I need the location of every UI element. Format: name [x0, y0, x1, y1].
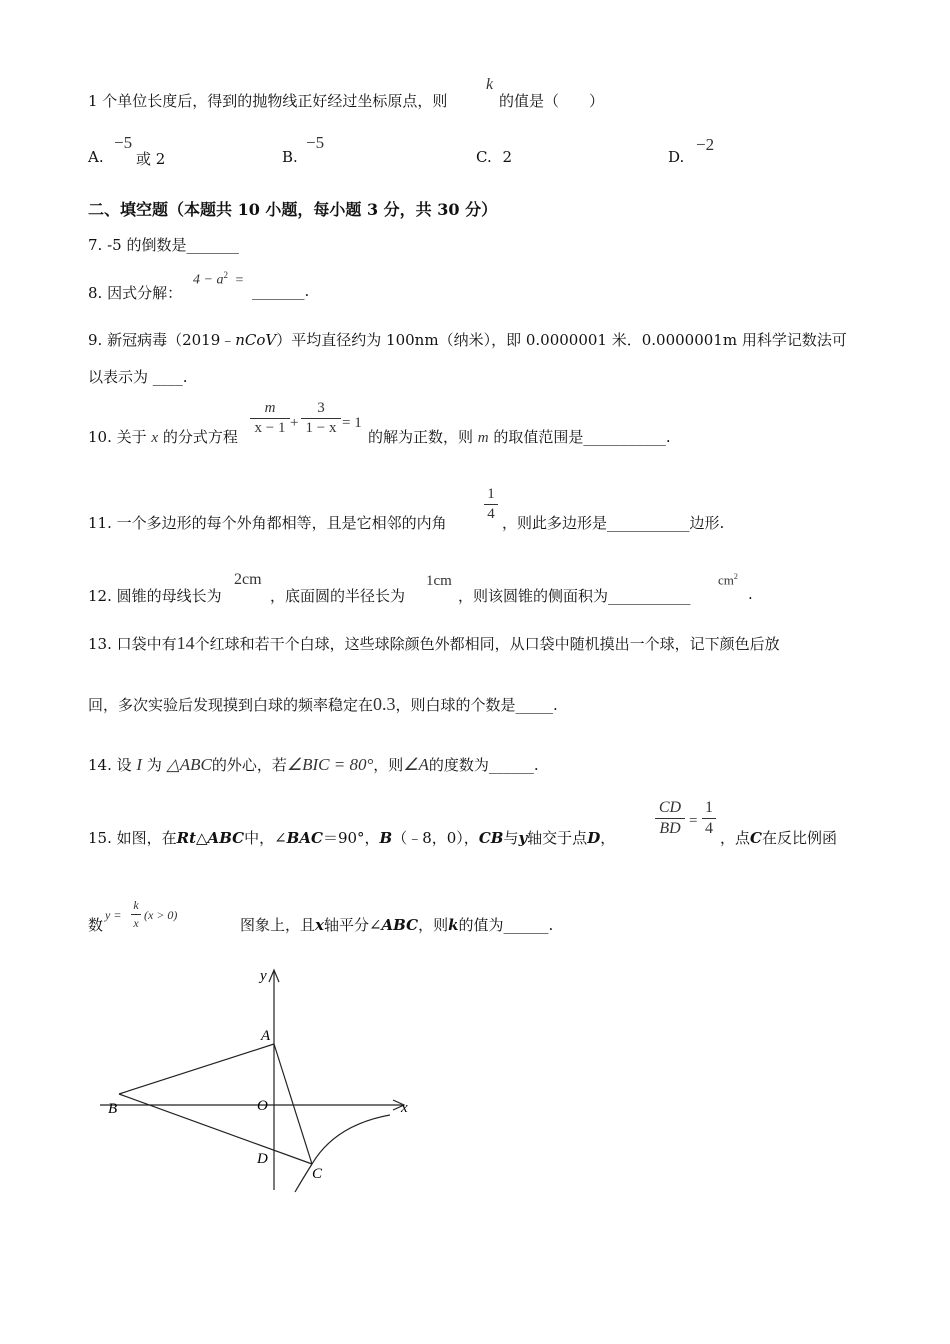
q11-f-den: 4: [487, 506, 495, 522]
q15-f-den: BD: [659, 820, 681, 837]
q15-line1-end: [720, 827, 837, 848]
label-y: y: [260, 968, 267, 984]
q13-line2-pre: 回，多次实验后发现摸到白球的频率稳定在: [88, 696, 374, 714]
q15-line1: [88, 827, 615, 848]
q15-coords: （﹣8，0），: [392, 829, 479, 847]
q15-frac1: [655, 799, 685, 838]
q9-line2: 以表示为 ____.: [88, 368, 188, 386]
q15-x: x: [315, 916, 324, 934]
q8-blank: _______.: [252, 282, 310, 300]
q10-plus: +: [290, 415, 299, 431]
q11-frac: [484, 486, 498, 523]
section-title: 二、填空题（本题共 10 小题，每小题 3 分，共 30 分）: [88, 200, 498, 219]
q10-mid: 的分式方程: [162, 428, 238, 446]
q15-post1: ，点: [720, 829, 751, 847]
q6-option-d[interactable]: [668, 148, 684, 166]
q15-f2-den: 4: [705, 820, 713, 837]
option-text: 2: [502, 148, 513, 166]
q6-var-k: k: [486, 76, 494, 93]
q10-f1-den: x − 1: [254, 420, 286, 436]
q15-comma: ，: [600, 829, 616, 847]
q11-pre: 11. 一个多边形的每个外角都相等，且是它相邻的内角: [88, 514, 447, 532]
q10-frac1: [250, 400, 290, 437]
q15-line2-mid2: 轴平分∠: [323, 916, 382, 934]
q6-option-c[interactable]: [476, 148, 512, 166]
q15-fn-num: k: [133, 898, 139, 912]
q14-mid1: 为: [146, 756, 162, 774]
q15-f-num: CD: [658, 799, 682, 816]
q15-fn-cond: (x > 0): [144, 908, 178, 922]
label-x: x: [401, 1100, 408, 1116]
q7: 7. -5 的倒数是_______: [88, 236, 239, 254]
segment-ba: [119, 1044, 274, 1094]
q15-fn-frac: [131, 898, 141, 931]
q6-option-a-text: 或 2: [136, 150, 166, 168]
q15-mid4: 轴交于点: [527, 829, 588, 847]
label-b: B: [108, 1101, 118, 1117]
q14-i: I: [136, 755, 143, 774]
label-o: O: [257, 1098, 268, 1114]
q9-ital: nCoV: [235, 331, 277, 349]
q14: [88, 754, 539, 775]
q14-pre: 14. 设: [88, 756, 132, 774]
q8-eq: =: [235, 272, 244, 288]
q13-n: 14: [176, 633, 195, 653]
option-label: A.: [88, 148, 104, 166]
q8-exp: 2: [223, 270, 228, 280]
frac-bar: [702, 818, 716, 819]
option-label: C.: [476, 148, 492, 166]
frac-bar: [655, 818, 685, 819]
q15-feq: =: [689, 813, 698, 829]
q13-line1-post: 个红球和若干个白球，这些球除颜色外都相同，从口袋中随机摸出一个球，记下颜色后放: [194, 635, 780, 653]
q10-f1-num: m: [264, 400, 276, 416]
q15-fn: [105, 908, 121, 923]
q10-pre-text: 10. 关于: [88, 428, 147, 446]
q14-mid3: ，则: [373, 756, 404, 774]
q6-text-a: 1 个单位长度后，得到的抛物线正好经过坐标原点，则: [88, 92, 448, 110]
q12-end: .: [748, 585, 753, 603]
q14-angle: ∠BIC = 80°: [286, 755, 374, 774]
q12-unit: [718, 572, 738, 588]
q10-x: x: [151, 430, 159, 446]
frac-bar: [301, 418, 341, 419]
q14-post: 的度数为______.: [428, 756, 539, 774]
q8-expr: [193, 270, 243, 289]
q13-line2-post: ，则白球的个数是_____.: [395, 696, 558, 714]
q12-mid: ，底面圆的半径长为: [270, 587, 406, 605]
q15-line2-mid: 图象上，且: [240, 916, 316, 934]
q12-unit-text: cm: [718, 572, 734, 588]
q15-mid3: 与: [503, 829, 519, 847]
q15-fn-eq: =: [113, 908, 122, 922]
q15-fn-den: x: [133, 916, 139, 930]
q15-bac: BAC: [286, 829, 323, 847]
q9-post: ）平均直径约为 100nm（纳米），即 0.0000001 米．0.0000001m 用科学记数法可: [276, 331, 847, 349]
q12-unit-exp: 2: [733, 572, 738, 581]
q6-option-b-math: −5: [306, 133, 325, 152]
q6-option-d-math: −2: [696, 135, 715, 154]
q15-pre: 15. 如图，在: [88, 829, 177, 847]
q10-pre: [88, 426, 238, 447]
q10-f2-den: 1 − x: [305, 420, 337, 436]
q6-text-b: 的值是（ ）: [499, 92, 605, 110]
q14-mid2: 的外心，若: [211, 756, 287, 774]
q8-expr-a: 4 − a: [193, 272, 224, 288]
q6-option-a[interactable]: [88, 148, 104, 166]
q10-frac2: [301, 400, 341, 437]
q12-m2: 1cm: [426, 573, 452, 589]
q15-mid1: 中，∠: [244, 829, 287, 847]
q12-post: ，则该圆锥的侧面积为___________: [458, 587, 691, 605]
q13-line1: [88, 633, 780, 654]
q15-frac2: [702, 799, 716, 838]
q13-pre: 13. 口袋中有: [88, 635, 177, 653]
q12-pre: 12. 圆锥的母线长为: [88, 587, 222, 605]
q15-y: y: [518, 829, 528, 847]
q15-abc: ABC: [381, 916, 419, 934]
q12-m1: 2cm: [234, 571, 262, 588]
q9-pre: 9. 新冠病毒（2019﹣: [88, 331, 236, 349]
option-label: B.: [282, 148, 298, 166]
q10-post: [368, 426, 671, 447]
q10-post1: 的解为正数，则: [368, 428, 474, 446]
q15-line2-pre: 数: [88, 916, 104, 934]
q10-post2: 的取值范围是___________.: [493, 428, 671, 446]
q15-line2-mid3: ，则: [418, 916, 449, 934]
label-c: C: [312, 1166, 323, 1182]
frac-bar: [131, 914, 141, 915]
q15-line2-post: 的值为______.: [458, 916, 554, 934]
q11-post: ，则此多边形是___________边形.: [502, 514, 725, 532]
q15-mid2: ＝90°，: [322, 829, 380, 847]
q14-tri: △ABC: [166, 755, 212, 774]
frac-bar: [250, 418, 290, 419]
segment-ac: [274, 1044, 312, 1164]
q6-option-b[interactable]: [282, 148, 298, 166]
q15-fn-y: y: [105, 908, 111, 922]
q10-eq: = 1: [342, 415, 362, 431]
q15-c: C: [750, 829, 762, 847]
q6-tail: [88, 90, 447, 111]
q10-m: m: [477, 430, 489, 446]
q15-line2: [240, 914, 553, 935]
frac-bar: [484, 504, 498, 505]
q15-k: k: [448, 916, 459, 934]
label-d: D: [257, 1151, 268, 1167]
q13-line2: [88, 694, 558, 715]
q15-b: B: [379, 829, 393, 847]
q8-prefix: 8. 因式分解：: [88, 284, 183, 302]
q15-post2: 在反比例函: [761, 829, 837, 847]
q9-line1: [88, 329, 847, 350]
label-a: A: [261, 1028, 271, 1044]
q10-f2-num: 3: [317, 400, 325, 416]
q15-f2-num: 1: [705, 799, 713, 816]
option-label: D.: [668, 148, 685, 166]
q14-angA: ∠A: [403, 755, 429, 774]
q11-f-num: 1: [487, 486, 495, 502]
geometry-figure: [90, 960, 420, 1200]
q15-d: D: [587, 829, 601, 847]
q15-rt: Rt△ABC: [176, 829, 245, 847]
q15-cb: CB: [478, 829, 504, 847]
q13-p: 0.3: [373, 694, 396, 714]
q6-option-a-math: −5: [114, 133, 133, 152]
